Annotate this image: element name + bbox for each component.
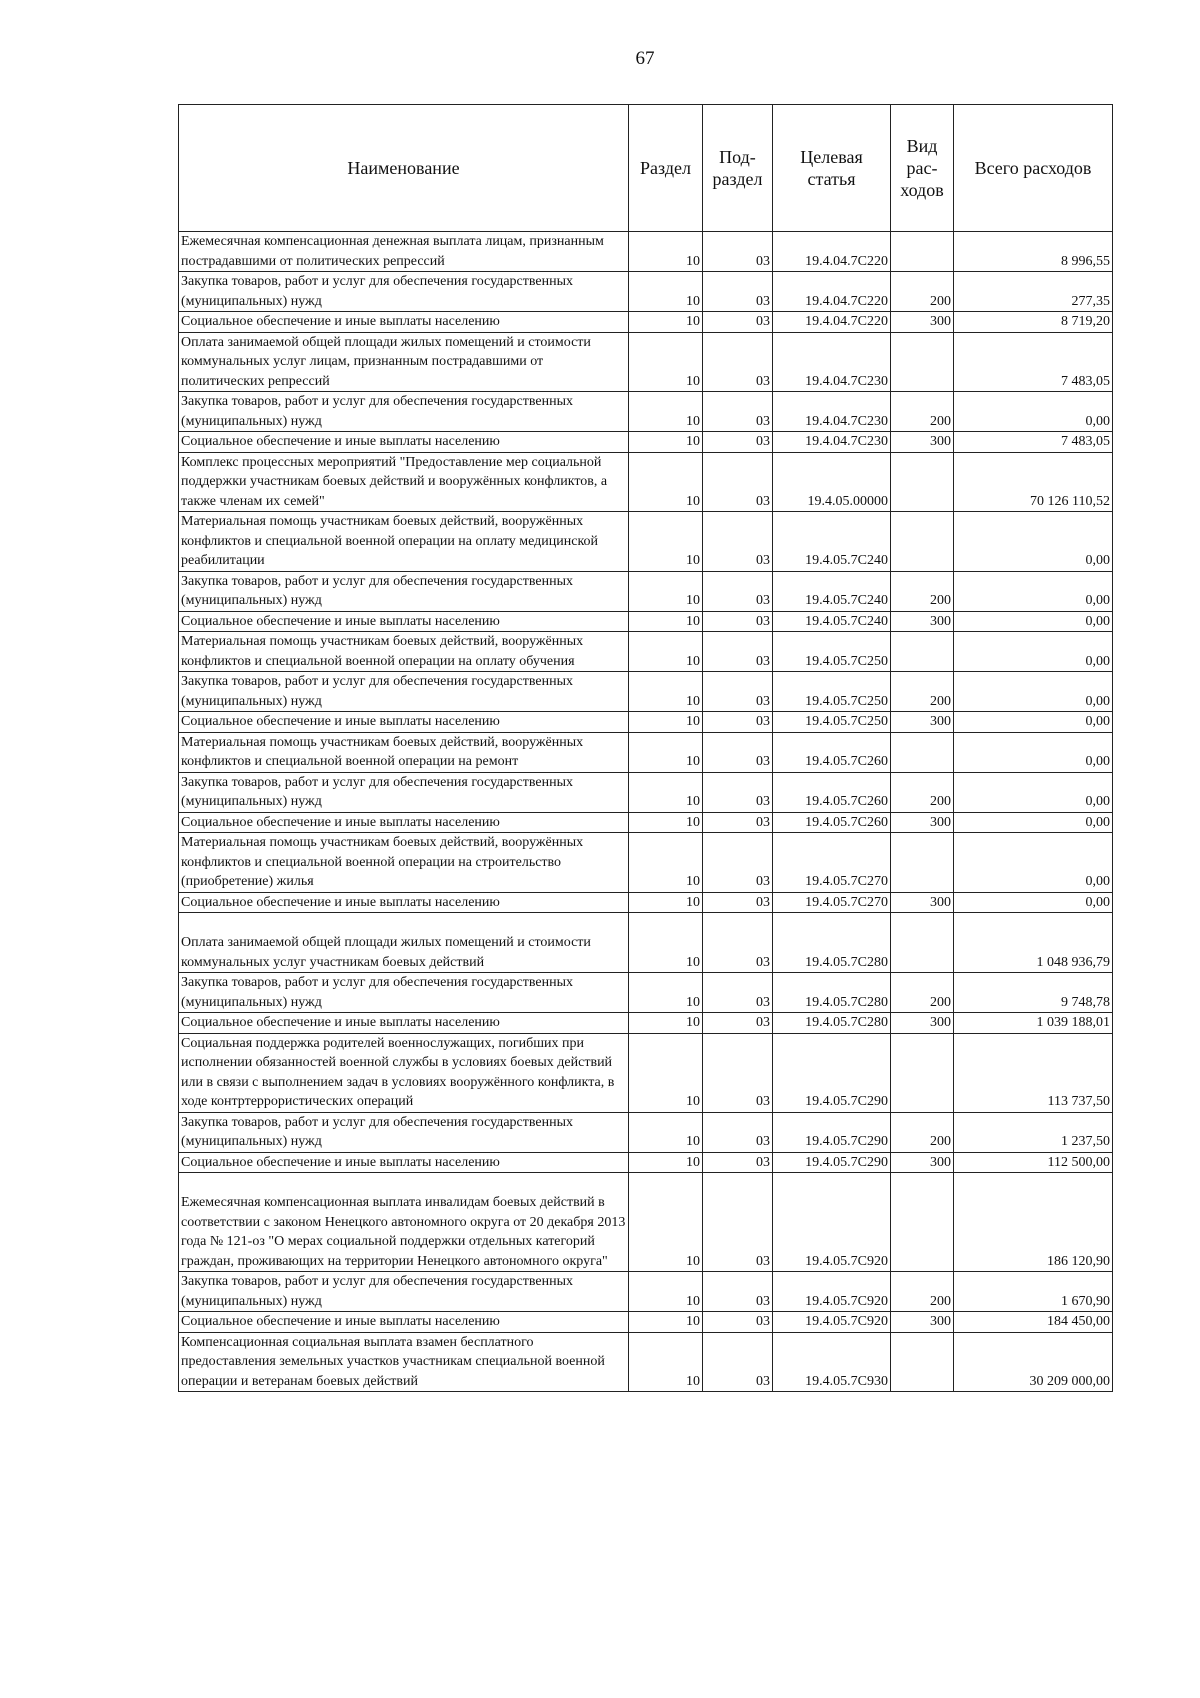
row-target-cell: 19.4.05.7С240 xyxy=(773,571,891,611)
table-row xyxy=(179,1312,1113,1333)
table-row xyxy=(179,712,1113,733)
table-row xyxy=(179,232,1113,272)
table-row xyxy=(179,913,1113,973)
row-kind-cell: 300 xyxy=(891,1152,954,1173)
row-target-cell: 19.4.05.7С290 xyxy=(773,1033,891,1112)
row-kind-cell xyxy=(891,512,954,572)
row-total-cell: 30 209 000,00 xyxy=(954,1332,1113,1392)
col-header-target xyxy=(773,105,891,232)
row-name-cell: Закупка товаров, работ и услуг для обеспечения государственных (муниципальных) нужд xyxy=(179,772,629,812)
row-section-cell: 10 xyxy=(629,1272,703,1312)
row-name-cell: Материальная помощь участникам боевых действий, вооружённых конфликтов и специальной военной операции на строительство (приобретение) жилья xyxy=(179,833,629,893)
row-total-cell: 9 748,78 xyxy=(954,973,1113,1013)
row-kind-cell xyxy=(891,452,954,512)
row-section-cell: 10 xyxy=(629,452,703,512)
table-header-row xyxy=(179,105,1113,232)
row-kind-cell: 200 xyxy=(891,973,954,1013)
row-total-cell: 0,00 xyxy=(954,571,1113,611)
row-name-cell: Материальная помощь участникам боевых действий, вооружённых конфликтов и специальной военной операции на ремонт xyxy=(179,732,629,772)
row-total-cell: 1 048 936,79 xyxy=(954,913,1113,973)
row-kind-cell xyxy=(891,332,954,392)
row-kind-cell: 200 xyxy=(891,672,954,712)
row-subsection-cell: 03 xyxy=(703,1033,773,1112)
row-section-cell: 10 xyxy=(629,611,703,632)
row-section-cell: 10 xyxy=(629,232,703,272)
row-subsection-cell: 03 xyxy=(703,712,773,733)
table-row xyxy=(179,1152,1113,1173)
row-total-cell: 113 737,50 xyxy=(954,1033,1113,1112)
table-row xyxy=(179,1332,1113,1392)
row-total-cell: 0,00 xyxy=(954,892,1113,913)
row-kind-cell: 200 xyxy=(891,392,954,432)
row-subsection-cell: 03 xyxy=(703,672,773,712)
row-name-cell: Закупка товаров, работ и услуг для обеспечения государственных (муниципальных) нужд xyxy=(179,672,629,712)
row-total-cell: 0,00 xyxy=(954,672,1113,712)
col-header-section: Раздел xyxy=(629,105,703,232)
row-section-cell: 10 xyxy=(629,312,703,333)
table-row xyxy=(179,312,1113,333)
row-section-cell: 10 xyxy=(629,1312,703,1333)
row-section-cell: 10 xyxy=(629,512,703,572)
row-kind-cell: 200 xyxy=(891,571,954,611)
row-total-cell: 0,00 xyxy=(954,812,1113,833)
table-row xyxy=(179,392,1113,432)
row-name-cell: Социальное обеспечение и иные выплаты населению xyxy=(179,432,629,453)
row-subsection-cell: 03 xyxy=(703,772,773,812)
row-section-cell: 10 xyxy=(629,913,703,973)
row-target-cell: 19.4.05.00000 xyxy=(773,452,891,512)
row-name-cell: Социальное обеспечение и иные выплаты населению xyxy=(179,312,629,333)
table-row xyxy=(179,812,1113,833)
row-subsection-cell: 03 xyxy=(703,232,773,272)
row-kind-cell xyxy=(891,1033,954,1112)
row-section-cell: 10 xyxy=(629,1013,703,1034)
table-row xyxy=(179,272,1113,312)
row-subsection-cell: 03 xyxy=(703,1312,773,1333)
row-target-cell: 19.4.05.7С290 xyxy=(773,1112,891,1152)
row-subsection-cell: 03 xyxy=(703,1272,773,1312)
table-row xyxy=(179,833,1113,893)
row-section-cell: 10 xyxy=(629,392,703,432)
row-total-cell: 1 670,90 xyxy=(954,1272,1113,1312)
row-kind-cell xyxy=(891,913,954,973)
table-row xyxy=(179,672,1113,712)
row-name-cell: Материальная помощь участникам боевых действий, вооружённых конфликтов и специальной военной операции на оплату обучения xyxy=(179,632,629,672)
row-target-cell: 19.4.05.7С920 xyxy=(773,1272,891,1312)
row-section-cell: 10 xyxy=(629,833,703,893)
row-target-cell: 19.4.05.7С280 xyxy=(773,1013,891,1034)
row-section-cell: 10 xyxy=(629,1332,703,1392)
row-total-cell: 70 126 110,52 xyxy=(954,452,1113,512)
row-subsection-cell: 03 xyxy=(703,1013,773,1034)
row-name-cell: Закупка товаров, работ и услуг для обеспечения государственных (муниципальных) нужд xyxy=(179,1112,629,1152)
row-subsection-cell: 03 xyxy=(703,1332,773,1392)
row-target-cell: 19.4.05.7С250 xyxy=(773,632,891,672)
col-header-total: Всего расходов xyxy=(954,105,1113,232)
row-name-cell: Социальная поддержка родителей военнослужащих, погибших при исполнении обязанностей военной службы в условиях боевых действий или в связи с выполнением задач в условиях вооружённого конфликта, в ходе контртеррористических операций xyxy=(179,1033,629,1112)
row-target-cell: 19.4.04.7С220 xyxy=(773,272,891,312)
row-name-cell: Закупка товаров, работ и услуг для обеспечения государственных (муниципальных) нужд xyxy=(179,973,629,1013)
row-section-cell: 10 xyxy=(629,973,703,1013)
row-target-cell: 19.4.04.7С220 xyxy=(773,232,891,272)
row-target-cell: 19.4.04.7С230 xyxy=(773,392,891,432)
row-name-cell: Социальное обеспечение и иные выплаты населению xyxy=(179,1312,629,1333)
row-kind-cell xyxy=(891,632,954,672)
row-section-cell: 10 xyxy=(629,892,703,913)
row-target-cell: 19.4.05.7С250 xyxy=(773,712,891,733)
row-total-cell: 277,35 xyxy=(954,272,1113,312)
row-total-cell: 184 450,00 xyxy=(954,1312,1113,1333)
row-total-cell: 0,00 xyxy=(954,392,1113,432)
table-row xyxy=(179,611,1113,632)
row-subsection-cell: 03 xyxy=(703,571,773,611)
row-total-cell: 7 483,05 xyxy=(954,432,1113,453)
row-name-cell: Ежемесячная компенсационная выплата инвалидам боевых действий в соответствии с законом Ненецкого автономного округа от 20 декабря 2013 года № 121-оз "О мерах социальной поддержки отдельных категорий граждан, проживающих на территории Ненецкого автономного округа" xyxy=(179,1173,629,1272)
row-target-cell: 19.4.05.7С920 xyxy=(773,1312,891,1333)
row-subsection-cell: 03 xyxy=(703,312,773,333)
row-section-cell: 10 xyxy=(629,812,703,833)
row-total-cell: 0,00 xyxy=(954,512,1113,572)
table-row xyxy=(179,1033,1113,1112)
row-total-cell: 0,00 xyxy=(954,611,1113,632)
row-kind-cell xyxy=(891,732,954,772)
row-target-cell: 19.4.05.7С260 xyxy=(773,732,891,772)
row-target-cell: 19.4.04.7С220 xyxy=(773,312,891,333)
row-section-cell: 10 xyxy=(629,332,703,392)
row-section-cell: 10 xyxy=(629,672,703,712)
row-name-cell: Социальное обеспечение и иные выплаты населению xyxy=(179,712,629,733)
row-total-cell: 8 719,20 xyxy=(954,312,1113,333)
row-total-cell: 0,00 xyxy=(954,632,1113,672)
row-total-cell: 1 237,50 xyxy=(954,1112,1113,1152)
row-kind-cell xyxy=(891,232,954,272)
row-section-cell: 10 xyxy=(629,571,703,611)
page-number: 67 xyxy=(635,48,655,69)
row-subsection-cell: 03 xyxy=(703,1152,773,1173)
row-kind-cell: 200 xyxy=(891,772,954,812)
row-section-cell: 10 xyxy=(629,632,703,672)
row-kind-cell: 300 xyxy=(891,312,954,333)
row-subsection-cell: 03 xyxy=(703,332,773,392)
table-row xyxy=(179,732,1113,772)
row-kind-cell: 200 xyxy=(891,272,954,312)
row-total-cell: 0,00 xyxy=(954,732,1113,772)
row-section-cell: 10 xyxy=(629,1033,703,1112)
row-total-cell: 1 039 188,01 xyxy=(954,1013,1113,1034)
row-kind-cell: 300 xyxy=(891,432,954,453)
row-subsection-cell: 03 xyxy=(703,833,773,893)
row-subsection-cell: 03 xyxy=(703,272,773,312)
table-row xyxy=(179,332,1113,392)
row-name-cell: Оплата занимаемой общей площади жилых помещений и стоимости коммунальных услуг лицам, признанным пострадавшими от политических репрессий xyxy=(179,332,629,392)
row-name-cell: Компенсационная социальная выплата взамен бесплатного предоставления земельных участков участникам специальной военной операции и ветеранам боевых действий xyxy=(179,1332,629,1392)
row-name-cell: Закупка товаров, работ и услуг для обеспечения государственных (муниципальных) нужд xyxy=(179,272,629,312)
row-target-cell: 19.4.04.7С230 xyxy=(773,332,891,392)
row-target-cell: 19.4.05.7С290 xyxy=(773,1152,891,1173)
col-header-target-text: Целевая статья xyxy=(800,147,863,189)
row-total-cell: 0,00 xyxy=(954,833,1113,893)
row-total-cell: 7 483,05 xyxy=(954,332,1113,392)
row-subsection-cell: 03 xyxy=(703,913,773,973)
table-row xyxy=(179,973,1113,1013)
table-row xyxy=(179,772,1113,812)
row-total-cell: 186 120,90 xyxy=(954,1173,1113,1272)
row-target-cell: 19.4.05.7С270 xyxy=(773,833,891,893)
table-row xyxy=(179,632,1113,672)
row-subsection-cell: 03 xyxy=(703,973,773,1013)
table-row xyxy=(179,892,1113,913)
row-target-cell: 19.4.05.7С280 xyxy=(773,913,891,973)
row-kind-cell: 300 xyxy=(891,812,954,833)
row-subsection-cell: 03 xyxy=(703,392,773,432)
row-total-cell: 112 500,00 xyxy=(954,1152,1113,1173)
row-name-cell: Закупка товаров, работ и услуг для обеспечения государственных (муниципальных) нужд xyxy=(179,1272,629,1312)
table-row xyxy=(179,571,1113,611)
row-name-cell: Закупка товаров, работ и услуг для обеспечения государственных (муниципальных) нужд xyxy=(179,392,629,432)
table-row xyxy=(179,512,1113,572)
row-name-cell: Социальное обеспечение и иные выплаты населению xyxy=(179,892,629,913)
row-name-cell: Социальное обеспечение и иные выплаты населению xyxy=(179,1013,629,1034)
col-header-subsection xyxy=(703,105,773,232)
col-header-kind-text: Вид рас- ходов xyxy=(900,136,944,200)
row-subsection-cell: 03 xyxy=(703,732,773,772)
row-subsection-cell: 03 xyxy=(703,512,773,572)
row-kind-cell xyxy=(891,833,954,893)
row-kind-cell: 300 xyxy=(891,1013,954,1034)
row-kind-cell: 300 xyxy=(891,1312,954,1333)
row-target-cell: 19.4.05.7С240 xyxy=(773,512,891,572)
table-row xyxy=(179,1173,1113,1272)
row-section-cell: 10 xyxy=(629,732,703,772)
row-name-cell: Социальное обеспечение и иные выплаты населению xyxy=(179,611,629,632)
table-row xyxy=(179,1013,1113,1034)
row-target-cell: 19.4.04.7С230 xyxy=(773,432,891,453)
row-subsection-cell: 03 xyxy=(703,611,773,632)
row-section-cell: 10 xyxy=(629,1173,703,1272)
col-header-name: Наименование xyxy=(179,105,629,232)
row-kind-cell xyxy=(891,1173,954,1272)
row-target-cell: 19.4.05.7С250 xyxy=(773,672,891,712)
row-kind-cell: 200 xyxy=(891,1272,954,1312)
row-name-cell: Оплата занимаемой общей площади жилых помещений и стоимости коммунальных услуг участникам боевых действий xyxy=(179,913,629,973)
row-name-cell: Ежемесячная компенсационная денежная выплата лицам, признанным пострадавшими от политических репрессий xyxy=(179,232,629,272)
row-kind-cell xyxy=(891,1332,954,1392)
row-kind-cell: 300 xyxy=(891,712,954,733)
row-kind-cell: 300 xyxy=(891,892,954,913)
row-name-cell: Социальное обеспечение и иные выплаты населению xyxy=(179,812,629,833)
table-row xyxy=(179,432,1113,453)
row-subsection-cell: 03 xyxy=(703,812,773,833)
row-subsection-cell: 03 xyxy=(703,432,773,453)
row-target-cell: 19.4.05.7С280 xyxy=(773,973,891,1013)
row-total-cell: 0,00 xyxy=(954,772,1113,812)
row-target-cell: 19.4.05.7С930 xyxy=(773,1332,891,1392)
row-subsection-cell: 03 xyxy=(703,1173,773,1272)
row-section-cell: 10 xyxy=(629,712,703,733)
row-subsection-cell: 03 xyxy=(703,452,773,512)
budget-table xyxy=(178,104,1113,1392)
col-header-subsection-text: Под- раздел xyxy=(712,147,763,189)
row-target-cell: 19.4.05.7С260 xyxy=(773,812,891,833)
row-section-cell: 10 xyxy=(629,772,703,812)
row-target-cell: 19.4.05.7С920 xyxy=(773,1173,891,1272)
row-section-cell: 10 xyxy=(629,1112,703,1152)
row-name-cell: Материальная помощь участникам боевых действий, вооружённых конфликтов и специальной военной операции на оплату медицинской реабилитации xyxy=(179,512,629,572)
row-section-cell: 10 xyxy=(629,1152,703,1173)
row-target-cell: 19.4.05.7С270 xyxy=(773,892,891,913)
table-row xyxy=(179,1112,1113,1152)
row-subsection-cell: 03 xyxy=(703,1112,773,1152)
row-target-cell: 19.4.05.7С240 xyxy=(773,611,891,632)
col-header-kind xyxy=(891,105,954,232)
row-total-cell: 8 996,55 xyxy=(954,232,1113,272)
row-name-cell: Комплекс процессных мероприятий "Предоставление мер социальной поддержки участникам боевых действий и вооружённых конфликтов, а также членам их семей" xyxy=(179,452,629,512)
row-target-cell: 19.4.05.7С260 xyxy=(773,772,891,812)
row-name-cell: Закупка товаров, работ и услуг для обеспечения государственных (муниципальных) нужд xyxy=(179,571,629,611)
row-total-cell: 0,00 xyxy=(954,712,1113,733)
row-subsection-cell: 03 xyxy=(703,892,773,913)
row-section-cell: 10 xyxy=(629,432,703,453)
row-kind-cell: 200 xyxy=(891,1112,954,1152)
table-row xyxy=(179,452,1113,512)
row-name-cell: Социальное обеспечение и иные выплаты населению xyxy=(179,1152,629,1173)
table-row xyxy=(179,1272,1113,1312)
row-subsection-cell: 03 xyxy=(703,632,773,672)
row-kind-cell: 300 xyxy=(891,611,954,632)
row-section-cell: 10 xyxy=(629,272,703,312)
